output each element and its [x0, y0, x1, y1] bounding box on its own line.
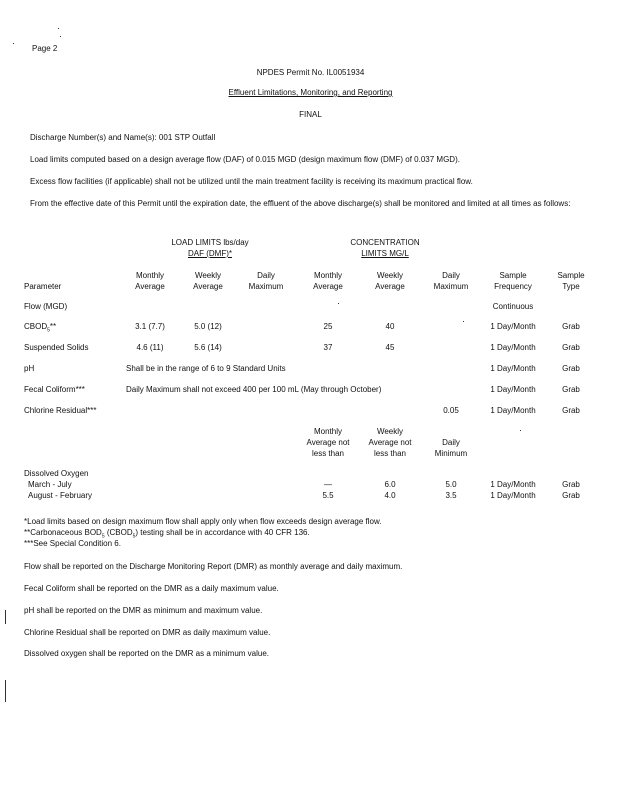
row-do-weekly: 6.0: [384, 480, 396, 489]
footnote-special-condition: ***See Special Condition 6.: [24, 539, 121, 548]
scan-speck: [338, 303, 339, 304]
column-load-weekly-2: Average: [193, 282, 223, 291]
column-load-monthly-1: Monthly: [135, 271, 164, 280]
scan-speck: [5, 610, 6, 624]
row-flow-frequency: Continuous: [492, 302, 534, 311]
row-tss-load-monthly: 4.6 (11): [136, 343, 164, 352]
row-cbod-parameter: $CBOD_5**$: [24, 322, 57, 334]
row-do-type: Grab: [562, 480, 580, 489]
row-ph-frequency: 1 Day/Month: [490, 364, 536, 373]
discharge-name: Discharge Number(s) and Name(s): 001 STP Outfall: [30, 133, 216, 142]
footnote-load-limits: *Load limits based on design maximum flow shall apply only when flow exceeds design average flow.: [24, 517, 382, 526]
row-ph-note: Shall be in the range of 6 to 9 Standard Units: [126, 364, 286, 373]
column-type-1: Sample: [557, 271, 585, 280]
page-number: Page 2: [32, 44, 58, 53]
row-tss-frequency: 1 Day/Month: [490, 343, 536, 352]
row-do-monthly: 5.5: [322, 491, 334, 500]
row-fecal-note: Daily Maximum shall not exceed 400 per 100 mL (May through October): [126, 385, 382, 394]
do-column-monthly-1: Monthly: [313, 427, 342, 436]
scan-speck: [5, 680, 6, 702]
load-limits-subheader: DAF (DMF)*: [188, 249, 232, 258]
row-chlorine-parameter: Chlorine Residual***: [24, 406, 97, 415]
row-do-monthly: —: [324, 480, 332, 489]
reporting-chlorine: Chlorine Residual shall be reported on DMR as daily maximum value.: [24, 628, 271, 637]
do-column-daily-2: Minimum: [434, 449, 468, 458]
row-tss-type: Grab: [562, 343, 580, 352]
column-frequency-1: Sample: [499, 271, 527, 280]
do-column-weekly-1: Weekly: [376, 427, 404, 436]
row-flow-parameter: Flow (MGD): [24, 302, 68, 311]
row-fecal-frequency: 1 Day/Month: [490, 385, 536, 394]
row-do-parameter: Dissolved Oxygen: [24, 469, 89, 478]
concentration-header: CONCENTRATION: [350, 238, 420, 247]
load-limits-text: Load limits computed based on a design average flow (DAF) of 0.015 MGD (design maximum flow (DMF) of 0.037 MGD).: [30, 155, 460, 164]
do-column-monthly-2: Average not: [306, 438, 350, 447]
do-column-daily-1: Daily: [442, 438, 460, 447]
reporting-dissolved-oxygen: Dissolved oxygen shall be reported on the DMR as a minimum value.: [24, 649, 270, 658]
row-cbod-load-weekly: 5.0 (12): [194, 322, 222, 331]
scan-speck: [13, 43, 14, 44]
column-load-monthly-2: Average: [135, 282, 165, 291]
do-column-weekly-3: less than: [373, 449, 407, 458]
column-conc-daily-2: Maximum: [433, 282, 469, 291]
row-do-frequency: 1 Day/Month: [490, 480, 536, 489]
row-do-period: August - February: [28, 491, 93, 500]
scan-speck: [520, 430, 521, 431]
document-title: Effluent Limitations, Monitoring, and Reporting: [228, 88, 393, 97]
reporting-flow: Flow shall be reported on the Discharge Monitoring Report (DMR) as monthly average and daily maximum.: [24, 562, 403, 571]
row-fecal-type: Grab: [562, 385, 580, 394]
reporting-ph: pH shall be reported on the DMR as minimum and maximum value.: [24, 606, 263, 615]
row-do-period: March - July: [28, 480, 72, 489]
column-frequency-2: Frequency: [494, 282, 532, 291]
column-parameter: Parameter: [24, 282, 62, 291]
row-cbod-conc-monthly: 25: [323, 322, 333, 331]
do-column-weekly-2: Average not: [368, 438, 412, 447]
document-status: FINAL: [299, 110, 322, 119]
column-conc-weekly-2: Average: [375, 282, 405, 291]
excess-flow-text: Excess flow facilities (if applicable) shall not be utilized until the main treatment facility is receiving its maximum practical flow.: [30, 177, 473, 186]
row-do-daily: 3.5: [445, 491, 457, 500]
column-conc-monthly-2: Average: [313, 282, 343, 291]
column-conc-monthly-1: Monthly: [313, 271, 342, 280]
row-ph-parameter: pH: [24, 364, 35, 373]
concentration-subheader: LIMITS MG/L: [361, 249, 409, 258]
column-load-daily-1: Daily: [257, 271, 275, 280]
row-do-daily: 5.0: [445, 480, 457, 489]
row-cbod-load-monthly: 3.1 (7.7): [135, 322, 165, 331]
column-type-2: Type: [562, 282, 580, 291]
row-chlorine-type: Grab: [562, 406, 580, 415]
row-fecal-parameter: Fecal Coliform***: [24, 385, 85, 394]
footnote-cbod: **Carbonaceous $BOD_5$ $(CBOD_5)$ testing shall be in accordance with 40 CFR 136.: [24, 528, 310, 540]
permit-number: NPDES Permit No. IL0051934: [256, 68, 365, 77]
row-do-frequency: 1 Day/Month: [490, 491, 536, 500]
column-conc-daily-1: Daily: [442, 271, 460, 280]
scan-speck: [60, 36, 61, 37]
row-chlorine-conc-daily: 0.05: [443, 406, 459, 415]
row-do-type: Grab: [562, 491, 580, 500]
column-conc-weekly-1: Weekly: [376, 271, 404, 280]
row-cbod-conc-weekly: 40: [385, 322, 395, 331]
row-do-weekly: 4.0: [384, 491, 396, 500]
row-chlorine-frequency: 1 Day/Month: [490, 406, 536, 415]
row-cbod-type: Grab: [562, 322, 580, 331]
column-load-weekly-1: Weekly: [194, 271, 222, 280]
row-tss-load-weekly: 5.6 (14): [194, 343, 222, 352]
row-tss-conc-weekly: 45: [385, 343, 395, 352]
monitoring-text: From the effective date of this Permit until the expiration date, the effluent of the above discharge(s) shall be monitored and limited at all times as follows:: [30, 199, 571, 208]
column-load-daily-2: Maximum: [248, 282, 284, 291]
row-cbod-frequency: 1 Day/Month: [490, 322, 536, 331]
do-column-monthly-3: less than: [311, 449, 345, 458]
row-tss-conc-monthly: 37: [323, 343, 333, 352]
row-tss-parameter: Suspended Solids: [24, 343, 89, 352]
scan-speck: [463, 321, 464, 322]
scan-speck: [58, 28, 59, 29]
row-ph-type: Grab: [562, 364, 580, 373]
reporting-fecal: Fecal Coliform shall be reported on the DMR as a daily maximum value.: [24, 584, 279, 593]
load-limits-header: LOAD LIMITS lbs/day: [171, 238, 249, 247]
